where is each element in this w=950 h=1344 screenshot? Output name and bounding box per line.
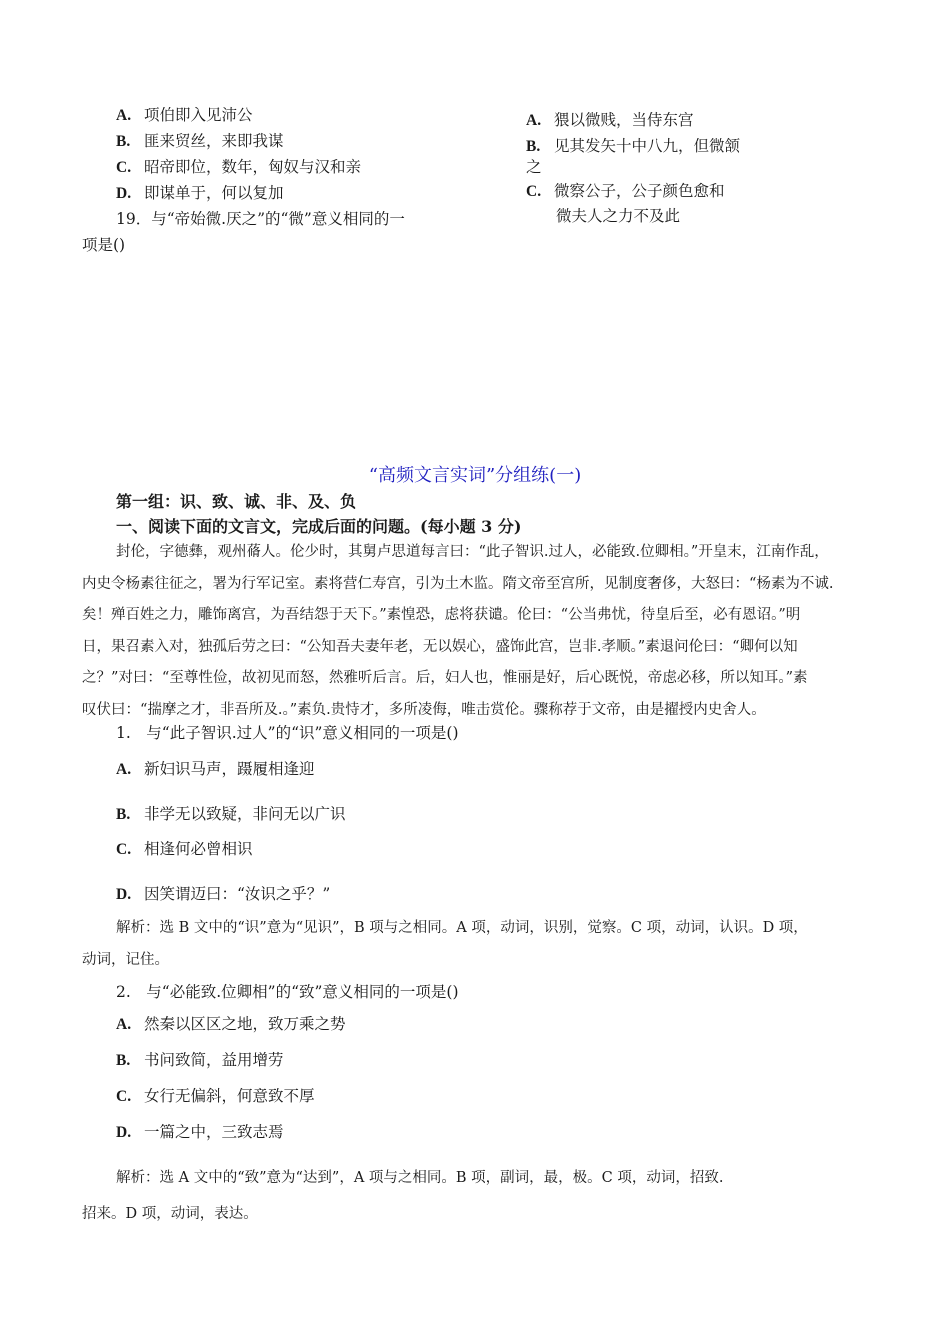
q1-option-a: A. 新妇识马声，蹑履相逢迎 <box>116 760 315 778</box>
passage-line: 叹伏曰：“揣摩之才，非吾所及.。”素负.贵恃才，多所凌侮，唯击赏伦。骤称荐于文帝，由是擢授内史舍人。 <box>82 701 766 718</box>
top-right-option-b: B. 见其发矢十中八九，但微颔 <box>526 137 741 155</box>
top-left-option-c: C. 昭帝即位，数年，匈奴与汉和亲 <box>116 158 362 176</box>
page-title: “高频文言实词”分组练(一) <box>368 465 582 486</box>
q2-option-a: A. 然秦以区区之地，致万乘之势 <box>116 1015 346 1033</box>
passage-line: 封伦，字德彝，观州蓨人。伦少时，其舅卢思道每言曰：“此子智识.过人，必能致.位卿相。”开皇末，江南作乱， <box>116 544 829 560</box>
question-19-line2: 项是() <box>82 236 126 254</box>
top-right-cut-line: 微夫人之力不及此 <box>556 207 681 225</box>
q2-option-d: D. 一篇之中，三致志焉 <box>116 1123 284 1141</box>
q1-option-c: C. 相逢何必曾相识 <box>116 840 253 858</box>
top-left-option-d: D. 即谋单于，何以复加 <box>116 184 284 202</box>
q2-option-c: C. 女行无偏斜，何意致不厚 <box>116 1087 315 1105</box>
q1-analysis-line2: 动词，记住。 <box>82 952 169 968</box>
group-heading: 第一组：识、致、诚、非、及、负 <box>116 492 357 511</box>
top-right-option-b-wrap: 之 <box>526 158 542 176</box>
q1-analysis-line1: 解析：选 B 文中的“识”意为“见识”，B 项与之相同。A 项，动词，识别，觉察。C 项，动词，认识。D 项， <box>116 920 808 936</box>
top-left-option-b: B. 匪来贸丝，来即我谋 <box>116 132 284 150</box>
q1-option-d: D. 因笑谓迈曰：“汝识之乎？” <box>116 885 331 903</box>
top-right-option-a: A. 猥以微贱，当侍东宫 <box>526 111 694 129</box>
question-2-stem: 2. 与“必能致.位卿相”的“致”意义相同的一项是() <box>116 983 459 1001</box>
q2-analysis-line1: 解析：选 A 文中的“致”意为“达到”，A 项与之相同。B 项，副词，最，极。C 项，动词，招致. <box>116 1170 724 1186</box>
q2-analysis-line2: 招来。D 项，动词，表达。 <box>82 1206 258 1222</box>
q1-option-b: B. 非学无以致疑，非问无以广识 <box>116 805 346 823</box>
passage-line: 日，果召素入对，独孤后劳之曰：“公知吾夫妻年老，无以娱心，盛饰此宫，岂非.孝顺。”素退问伦曰：“卿何以知 <box>82 638 798 655</box>
top-right-option-c: C. 微察公子，公子颜色愈和 <box>526 182 725 200</box>
section-heading: 一、阅读下面的文言文，完成后面的问题。(每小题 3 分) <box>116 517 522 536</box>
passage <box>82 537 872 726</box>
passage-line: 之？”对曰：“至尊性俭，故初见而怒，然雅听后言。后，妇人也，惟丽是好，后心既悦，帝虑必移，所以知耳。”素 <box>82 670 808 686</box>
passage-line: 矣！殚百姓之力，雕饰离宫，为吾结怨于天下。”素惶恐，虑将获谴。伦曰：“公当弗忧，待皇后至，必有恩诏。”明 <box>82 607 801 623</box>
question-19-line1: 19．与“帝始微.厌之”的“微”意义相同的一 <box>116 210 405 228</box>
question-1-stem: 1. 与“此子智识.过人”的“识”意义相同的一项是() <box>116 724 459 742</box>
q2-option-b: B. 书问致简，益用增劳 <box>116 1051 284 1069</box>
top-left-option-a: A. 项伯即入见沛公 <box>116 106 253 124</box>
passage-line: 内史令杨素往征之，署为行军记室。素将营仁寿宫，引为土木监。隋文帝至宫所，见制度奢侈，大怒曰：“杨素为不诚. <box>82 575 834 592</box>
